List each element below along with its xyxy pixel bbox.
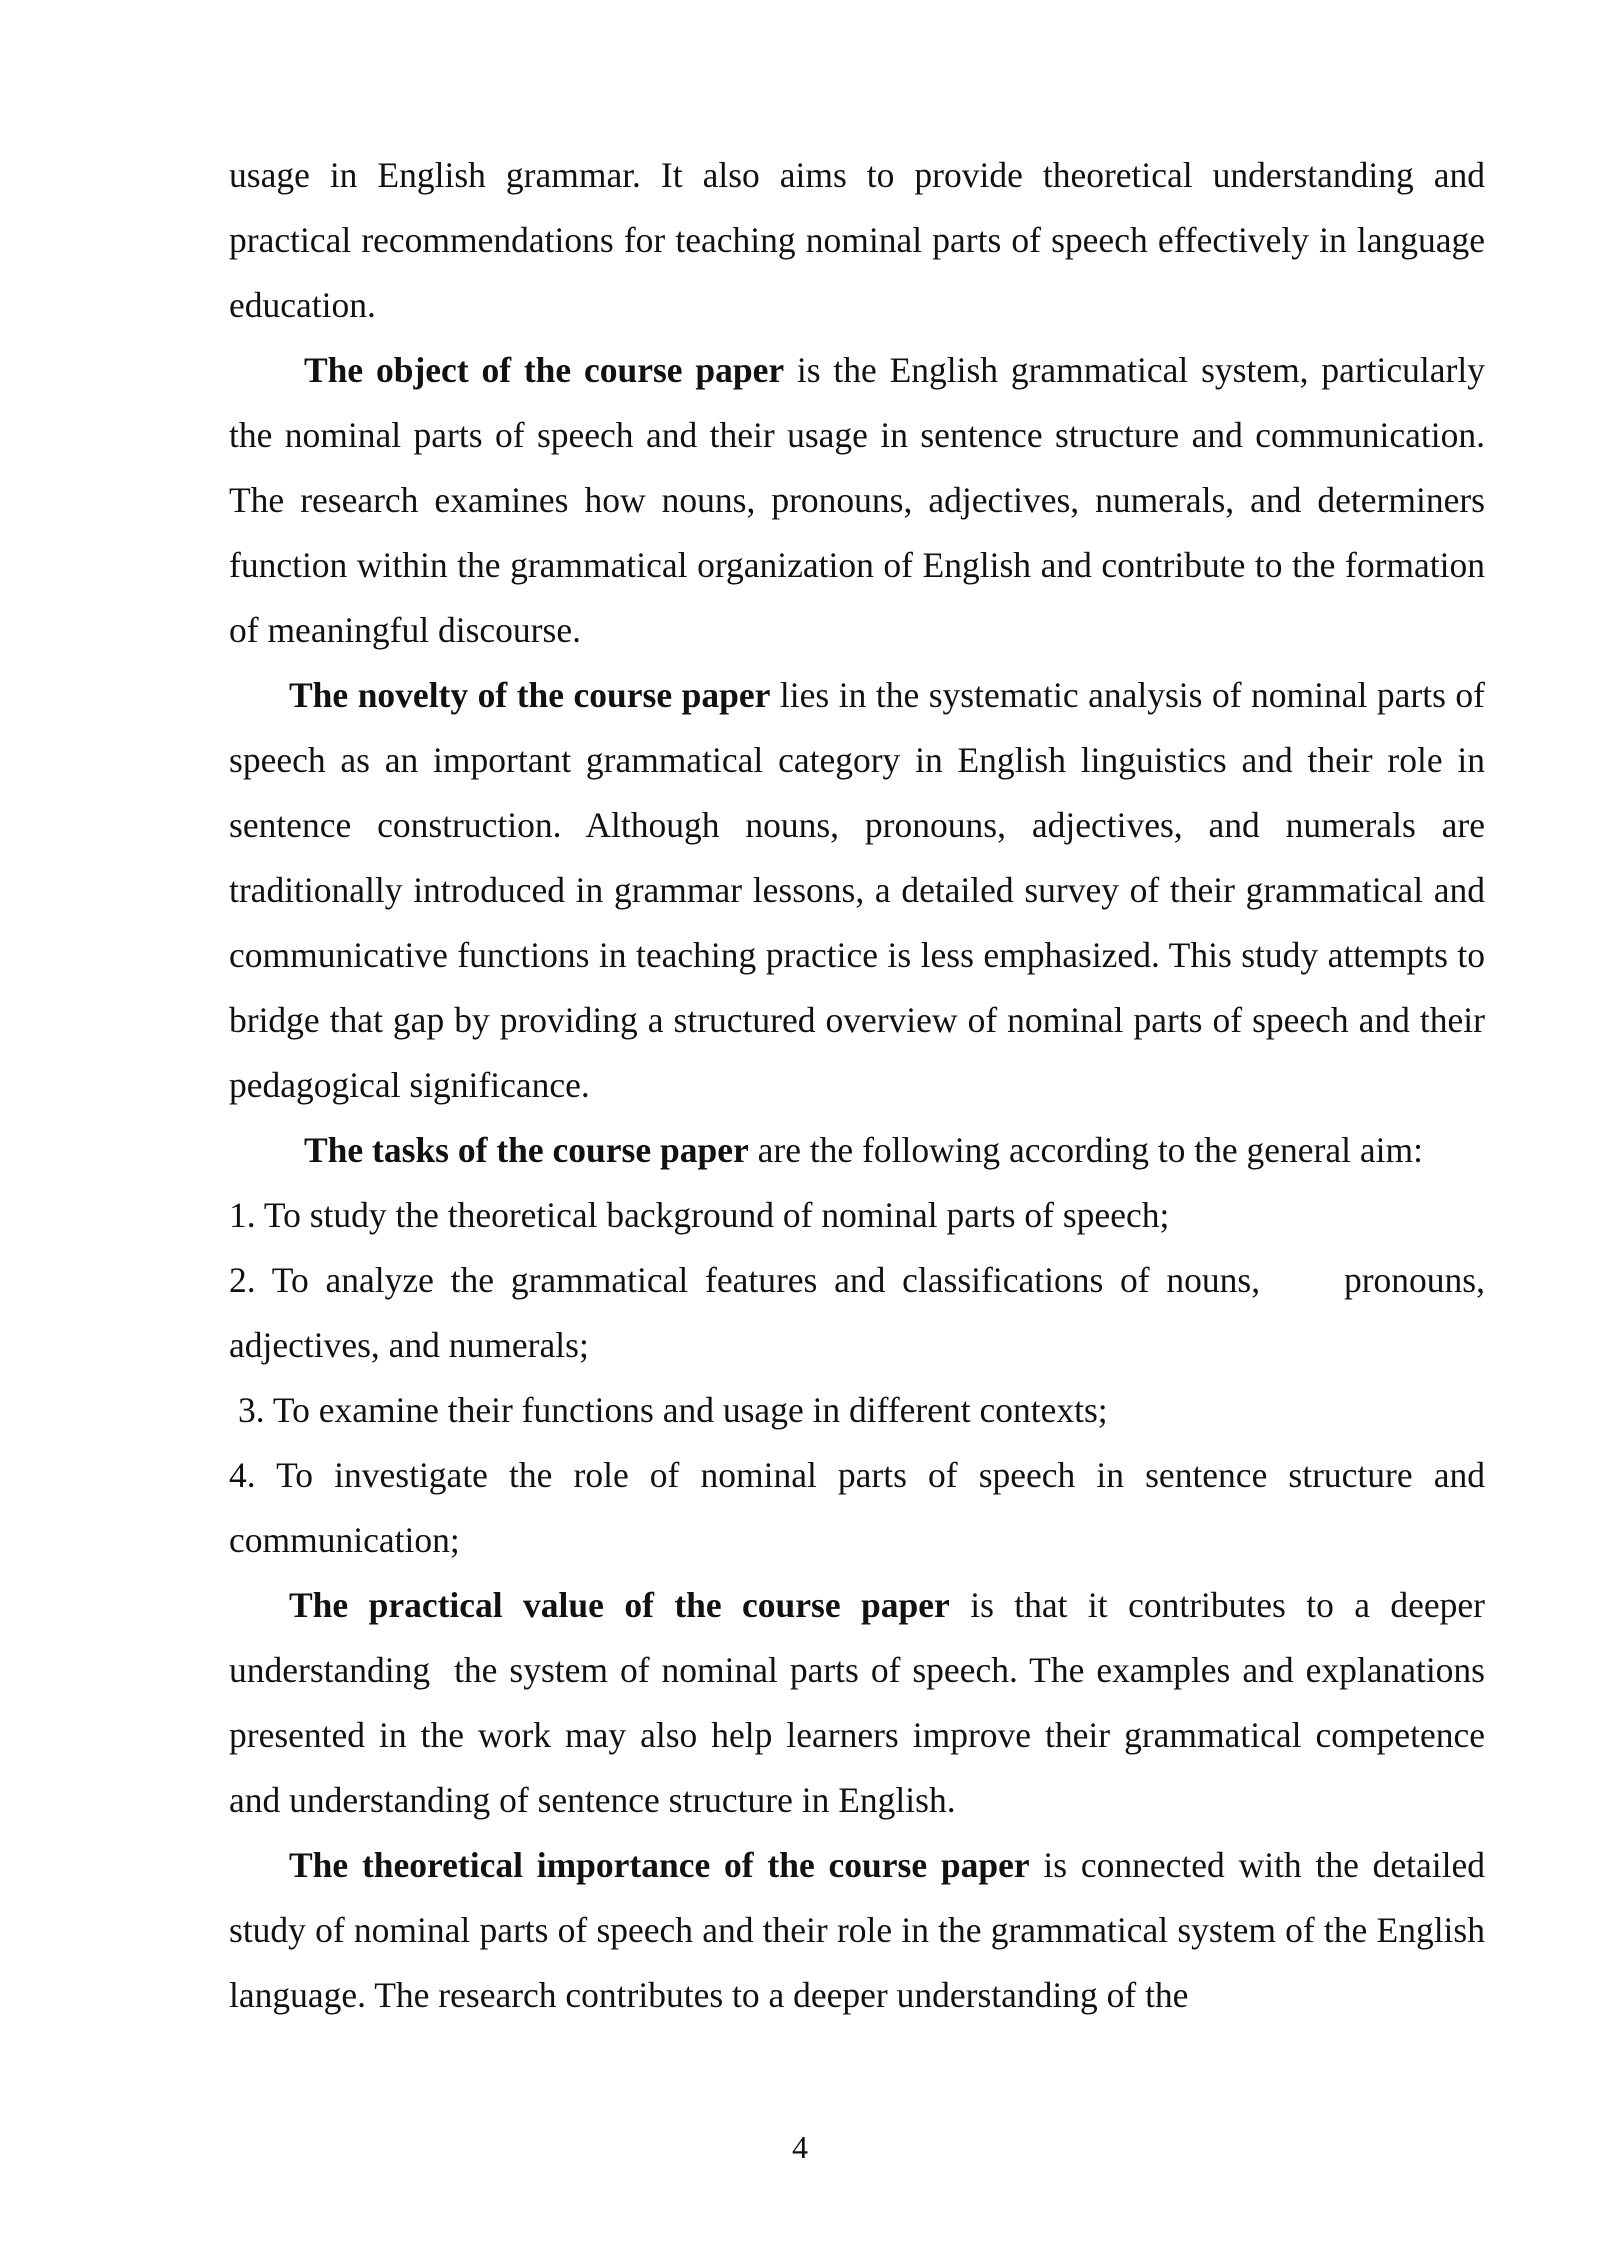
page-number: 4 [792, 2129, 808, 2165]
theoretical-importance-paragraph [229, 1833, 1485, 2028]
practical-value-text: is that it contributes to a deeper understanding the system of nominal parts of speech. The examples and explanations presented in the work may also help learners improve their grammatical competence and understanding of sentence structure in English. [229, 1585, 1494, 1820]
practical-value-paragraph [229, 1573, 1494, 1833]
object-text: is the English grammatical system, particularly the nominal parts of speech and their usage in sentence structure and communication. The research examines how nouns, pronouns, adjectives, numerals, and determiners function within the grammatical organization of English and contribute to the formation of meaningful discourse. [229, 350, 1485, 650]
practical-value-heading: The practical value of the course paper [289, 1585, 950, 1625]
theoretical-importance-heading: The theoretical importance of the course paper [289, 1845, 1030, 1885]
task-item-3: 3. To examine their functions and usage in different contexts; [238, 1390, 1108, 1430]
body-text [229, 143, 1494, 2028]
novelty-paragraph [229, 663, 1485, 1118]
task-item-4: 4. To investigate the role of nominal parts of speech in sentence structure and communication; [229, 1455, 1485, 1560]
novelty-heading: The novelty of the course paper [289, 675, 771, 715]
tasks-paragraph [229, 1118, 1485, 1183]
object-paragraph [229, 338, 1485, 663]
theoretical-importance-text: is connected with the detailed study of nominal parts of speech and their role in the grammatical system of the English language. The research contributes to a deeper understanding of the [229, 1845, 1485, 2015]
object-heading: The object of the course paper [304, 350, 785, 390]
novelty-text: lies in the systematic analysis of nominal parts of speech as an important grammatical category in English linguistics and their role in sentence construction. Although nouns, pronouns, adjectives, and numerals are traditionally introduced in grammar lessons, a detailed survey of their grammatical and communicative functions in teaching practice is less emphasized. This study attempts to bridge that gap by providing a structured overview of nominal parts of speech and their pedagogical significance. [229, 675, 1486, 1105]
aim-continuation-paragraph: usage in English grammar. It also aims to provide theoretical understanding and practical recommendations for teaching nominal parts of speech effectively in language education. [229, 155, 1485, 325]
task-item-2: 2. To analyze the grammatical features and classifications of nouns, pronouns, adjectives, and numerals; [229, 1260, 1494, 1365]
tasks-text: are the following according to the general aim: [748, 1130, 1423, 1170]
task-item-1: 1. To study the theoretical background of nominal parts of speech; [229, 1195, 1170, 1235]
tasks-heading: The tasks of the course paper [304, 1130, 749, 1170]
